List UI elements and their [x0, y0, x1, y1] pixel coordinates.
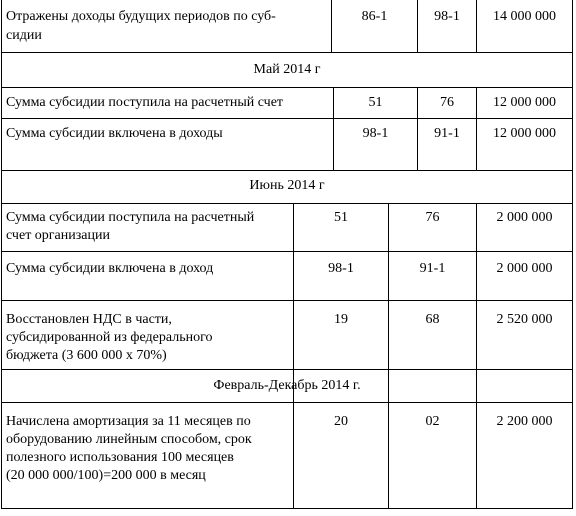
rule-row3-bottom: [1, 170, 573, 171]
row3-debit: 98-1: [362, 126, 389, 141]
row7-debit: 20: [334, 414, 348, 429]
rule-row5-bottom: [1, 300, 573, 301]
row3-credit: 91-1: [434, 126, 460, 141]
row1-debit: 86-1: [361, 9, 388, 24]
rule-section-june-bottom: [1, 203, 573, 204]
rule-row6-bottom: [1, 369, 573, 370]
row6-description-line1: Восстановлен НДС в части,: [6, 312, 172, 327]
rule-row1-bottom: [1, 52, 573, 53]
row1-credit: 98-1: [434, 9, 460, 24]
row2-debit: 51: [368, 95, 383, 110]
row7-description-line2: оборудованию линейным способом, срок: [6, 432, 252, 447]
section-feb-dec-title: Февраль-Декабрь 2014 г.: [213, 378, 361, 393]
row7-credit: 02: [425, 414, 440, 429]
row3-amount: 12 000 000: [493, 126, 556, 141]
row4-credit: 76: [425, 210, 440, 225]
row6-debit: 19: [334, 312, 348, 327]
row7-description-line1: Начислена амортизация за 11 месяцев по: [6, 414, 251, 429]
rule-section-may-bottom: [1, 87, 573, 88]
row6-credit: 68: [425, 312, 440, 327]
section-june-title: Июнь 2014 г: [249, 178, 325, 193]
row4-amount: 2 000 000: [496, 210, 553, 225]
row2-amount: 12 000 000: [493, 95, 556, 110]
row6-amount: 2 520 000: [496, 312, 553, 327]
rule-row2-bottom: [1, 118, 573, 119]
row7-amount: 2 200 000: [496, 414, 553, 429]
row4-description-line2: счет организации: [6, 228, 110, 243]
row2-description: Сумма субсидии поступила на расчетный счет: [6, 95, 284, 110]
row6-description-line2: субсидированной из федерального: [6, 330, 213, 345]
row2-credit: 76: [440, 95, 454, 110]
row7-description-line4: (20 000 000/100)=200 000 в месяц: [6, 468, 206, 483]
row1-amount: 14 000 000: [493, 9, 556, 24]
rule-row7-bottom: [1, 508, 573, 509]
row3-description: Сумма субсидии включена в доходы: [6, 126, 223, 141]
rule-row4-bottom: [1, 251, 573, 252]
row4-description-line1: Сумма субсидии поступила на расчетный: [6, 210, 255, 225]
row5-credit: 91-1: [419, 261, 446, 276]
row4-debit: 51: [334, 210, 348, 225]
row5-description: Сумма субсидии включена в доход: [6, 261, 214, 276]
row5-amount: 2 000 000: [496, 261, 553, 276]
row7-description-line3: полезного использования 100 месяцев: [6, 450, 234, 465]
row1-description-line2: сидии: [6, 28, 42, 43]
rule-section-feb-dec-bottom: [1, 402, 573, 403]
row5-debit: 98-1: [328, 261, 354, 276]
section-may-title: Май 2014 г: [253, 62, 321, 77]
row1-description-line1: Отражены доходы будущих периодов по суб-: [6, 9, 276, 24]
rule-right-edge: [572, 0, 573, 509]
row6-description-line3: бюджета (3 600 000 х 70%): [6, 348, 167, 363]
